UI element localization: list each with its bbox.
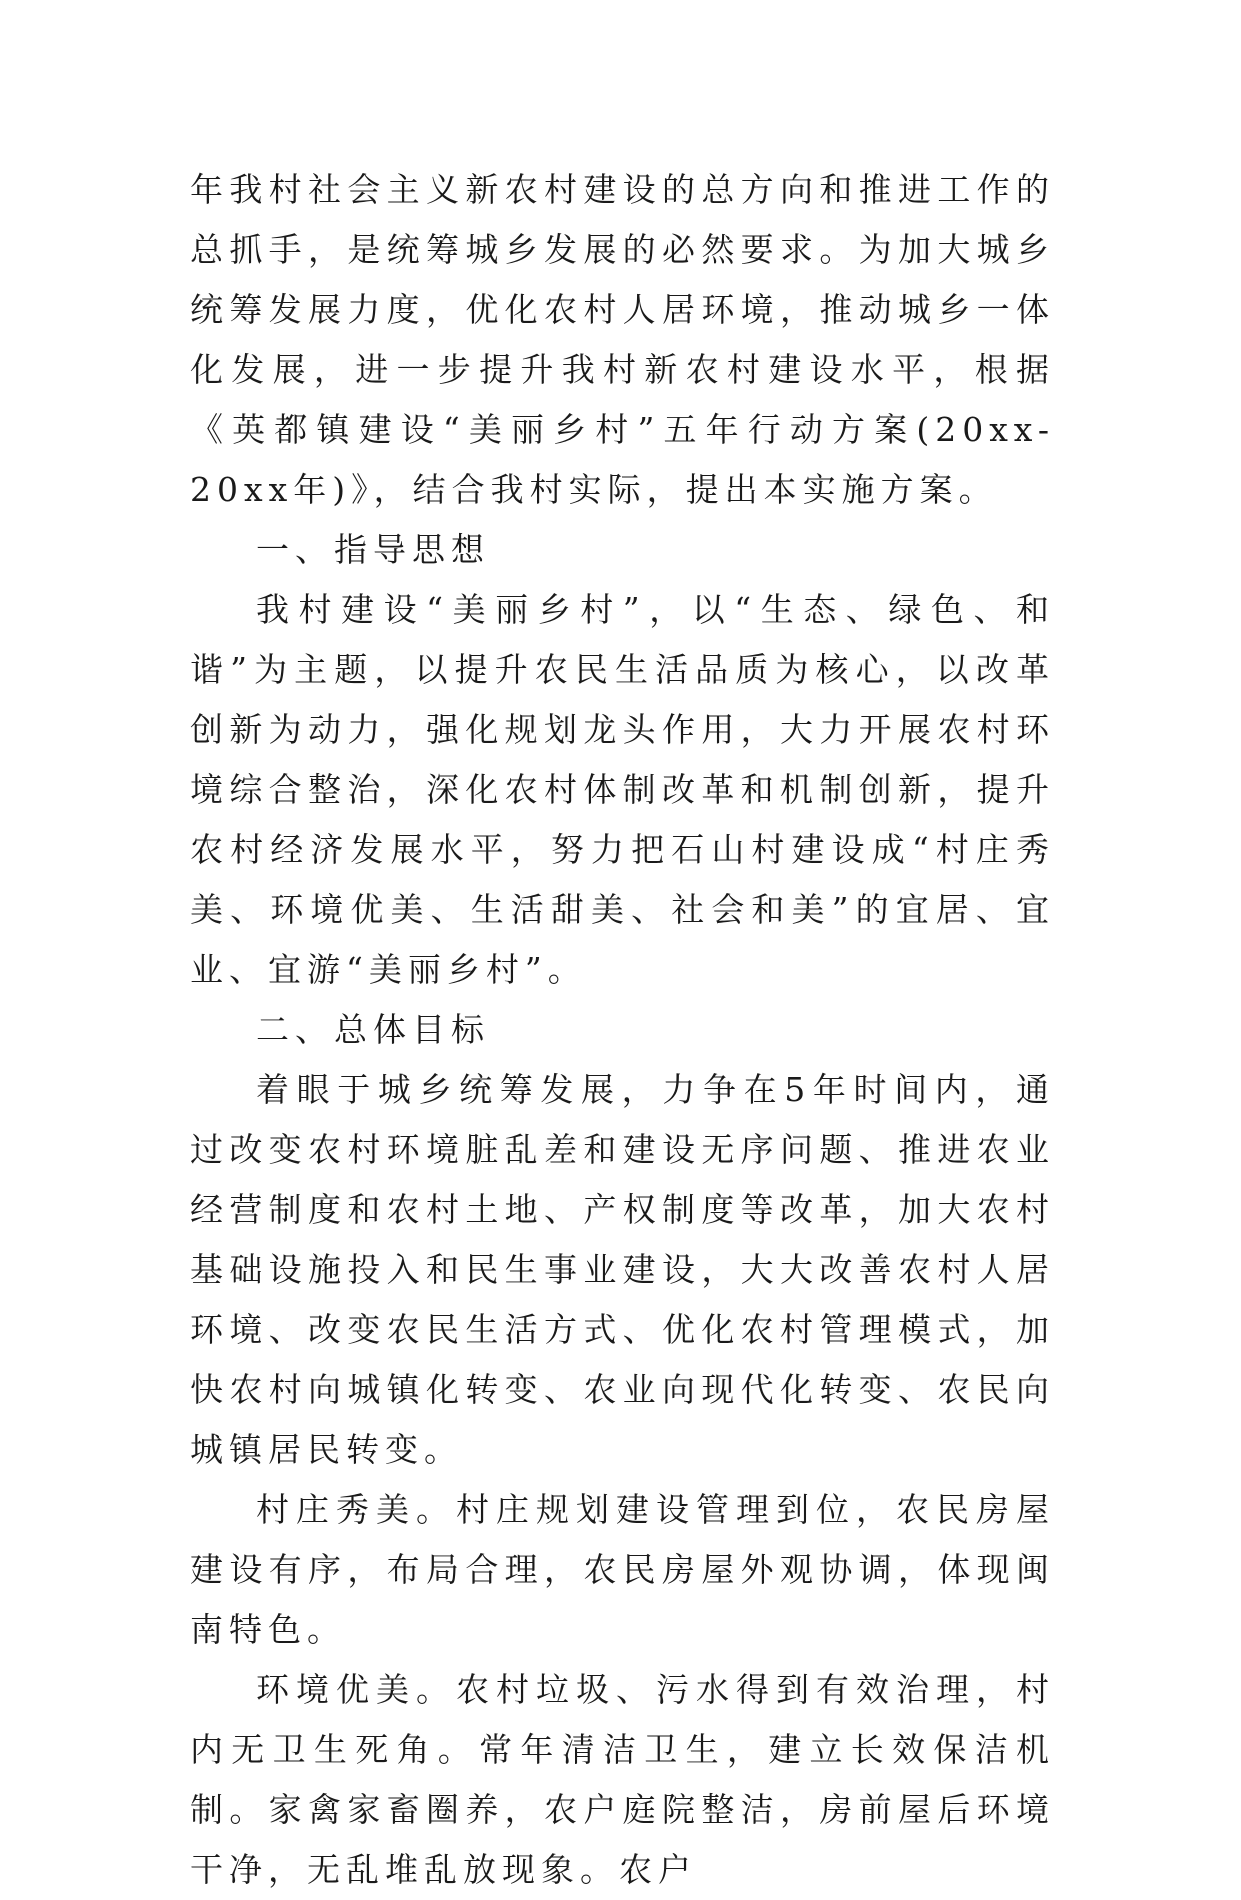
paragraph-guiding-ideology: 我村建设“美丽乡村”，以“生态、绿色、和谐”为主题，以提升农民生活品质为核心，以改革创新为动力，强化规划龙头作用，大力开展农村环境综合整治，深化农村体制改革和机制创新，提升农村经济发展水平，努力把石山村建设成“村庄秀美、环境优美、生活甜美、社会和美”的宜居、宜业、宜游“美丽乡村”。	[190, 590, 1055, 989]
section-heading-overall-goal: 二、总体目标	[256, 1010, 490, 1049]
paragraph-intro: 年我村社会主义新农村建设的总方向和推进工作的总抓手，是统筹城乡发展的必然要求。为加大城乡统筹发展力度，优化农村人居环境，推动城乡一体化发展，进一步提升我村新农村建设水平，根据《英都镇建设“美丽乡村”五年行动方案(20xx-20xx年)》，结合我村实际，提出本实施方案。	[190, 170, 1055, 509]
document-body	[190, 160, 1055, 1900]
section-heading-guiding-ideology: 一、指导思想	[256, 530, 490, 569]
paragraph-village-beauty: 村庄秀美。村庄规划建设管理到位，农民房屋建设有序，布局合理，农民房屋外观协调，体现闽南特色。	[190, 1490, 1055, 1649]
paragraph-environment-beauty: 环境优美。农村垃圾、污水得到有效治理，村内无卫生死角。常年清洁卫生，建立长效保洁机制。家禽家畜圈养，农户庭院整洁，房前屋后环境干净，无乱堆乱放现象。农户	[190, 1670, 1055, 1889]
paragraph-overall-goal: 着眼于城乡统筹发展，力争在5年时间内，通过改变农村环境脏乱差和建设无序问题、推进农业经营制度和农村土地、产权制度等改革，加大农村基础设施投入和民生事业建设，大大改善农村人居环境、改变农民生活方式、优化农村管理模式，加快农村向城镇化转变、农业向现代化转变、农民向城镇居民转变。	[190, 1070, 1055, 1469]
